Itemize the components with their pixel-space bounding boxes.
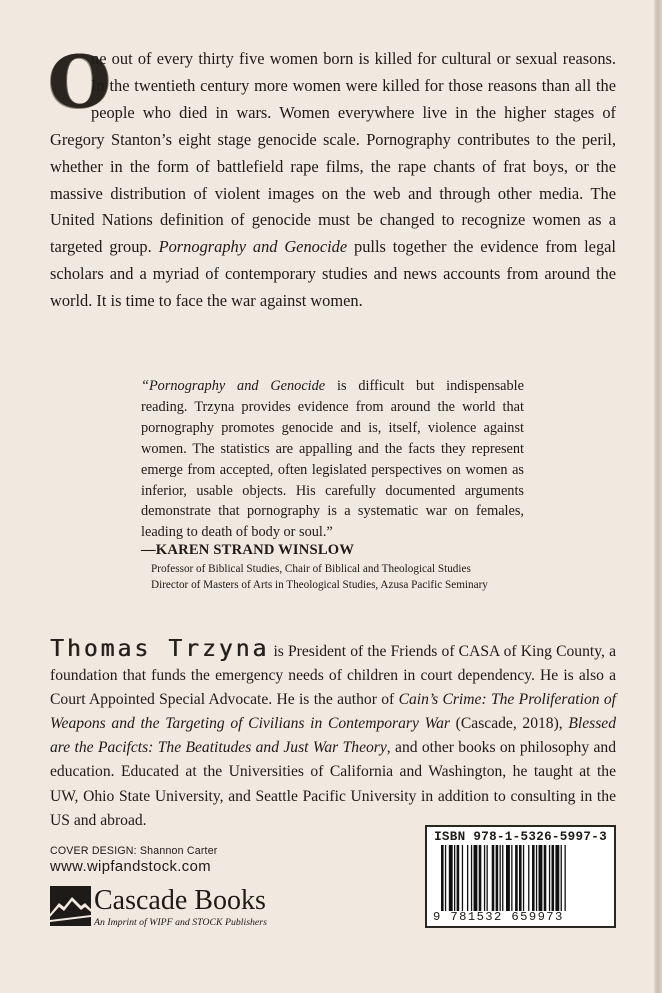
barcode-bar xyxy=(502,845,503,911)
blurb-text-2: pulls together the evidence from legal scholars and a myriad of contemporary studies and news accounts from around the world. It is time to face the war against women. xyxy=(50,237,616,311)
barcode-bar xyxy=(506,845,510,911)
cover-design-credit: COVER DESIGN: Shannon Carter xyxy=(50,845,218,857)
barcode-bar xyxy=(462,845,463,911)
endorser-name: —KAREN STRAND WINSLOW xyxy=(141,542,355,558)
publisher-logo xyxy=(50,884,310,934)
barcode-bar xyxy=(523,845,524,911)
quote-book-title: “Pornography and Genocide xyxy=(141,378,326,394)
barcode-bar xyxy=(445,845,446,911)
blurb-text-1: ne out of every thirty five women born is killed for cultural or sexual reasons. In the twentieth century more women were killed for those reasons than all the people who died in wars. Women everywhere live in the higher stages of Gregory Stanton’s eight stage genocide scale. Pornography contributes to the peril, whether in the form of battlefield rape films, the rape chants of frat boys, or the massive distribution of violent images on the web and through other media. The United Nations definition of genocide must be changed to recognize women as a targeted group. xyxy=(50,49,616,257)
barcode-bar xyxy=(457,845,460,911)
barcode-bar xyxy=(565,845,566,911)
barcode-bar xyxy=(474,845,478,911)
barcode-bar xyxy=(549,845,550,911)
barcode-bar xyxy=(515,845,518,911)
drop-cap: O xyxy=(48,39,111,124)
barcode-bar xyxy=(519,845,522,911)
bio-book-2: Blessed are the Pacifcts: The Beatitudes and Just War Theory xyxy=(50,715,616,757)
quote-text: is difficult but indispensable reading. Trzyna provides evidence from around the world that pornography promotes genocide and is, itself, violence against women. The statistics are appalling and the facts they represent emerge from accepted, often legislated perspectives on women as inferior, usable objects. His carefully documented arguments demonstrate that pornography is a systematic war on females, leading to death of body or soul.” xyxy=(141,378,524,541)
barcode-bar xyxy=(555,845,559,911)
barcode-digits: 9 781532 659973 xyxy=(433,910,564,924)
barcode-bar xyxy=(532,845,535,911)
bio-text-2: (Cascade, 2018), xyxy=(450,715,569,733)
description-blurb xyxy=(48,39,616,315)
barcode-bar xyxy=(449,845,453,911)
bio-book-1: Cain’s Crime: The Proliferation of Weapons and the Targeting of Civilians in Contemporary War xyxy=(50,691,616,733)
barcode-bar xyxy=(479,845,482,911)
barcode-bar xyxy=(487,845,488,911)
barcode-bar xyxy=(552,845,555,911)
publisher-name: Cascade Books xyxy=(94,885,266,916)
barcode-bar xyxy=(561,845,562,911)
bio-text-1: is President of the Friends of CASA of King County, a foundation that funds the emergency needs of children in court dependency. He is also a Court Appointed Special Advocate. He is the author of xyxy=(50,643,616,709)
endorser-title-2: Director of Masters of Arts in Theological Studies, Azusa Pacific Seminary xyxy=(151,579,488,591)
mountain-icon xyxy=(50,886,91,926)
barcode-bar xyxy=(536,845,537,911)
barcode-bar xyxy=(467,845,468,911)
spine-edge xyxy=(654,0,662,993)
barcode-bar xyxy=(511,845,512,911)
barcode-bar xyxy=(471,845,472,911)
author-bio xyxy=(50,637,616,833)
barcode-bar xyxy=(528,845,529,911)
publisher-website: www.wipfandstock.com xyxy=(50,859,211,875)
endorser-title-1: Professor of Biblical Studies, Chair of Biblical and Theological Studies xyxy=(151,563,471,575)
barcode-bar xyxy=(441,845,444,911)
isbn-label: ISBN 978-1-5326-5997-3 xyxy=(434,830,607,844)
barcode-bars xyxy=(441,845,603,911)
barcode-bar xyxy=(492,845,495,911)
barcode-bar xyxy=(454,845,455,911)
barcode-bar xyxy=(539,845,543,911)
barcode-bar xyxy=(484,845,485,911)
bio-text-3: , and other books on philosophy and education. Educated at the Universities of California and Washington, he taught at the UW, Ohio State University, and Seattle Pacific University in addition to consulting in the US and abroad. xyxy=(50,739,616,829)
barcode-bar xyxy=(544,845,547,911)
endorsement-quote xyxy=(141,376,524,543)
blurb-book-title: Pornography and Genocide xyxy=(158,237,348,257)
barcode-bar xyxy=(500,845,501,911)
publisher-tagline: An Imprint of WIPF and STOCK Publishers xyxy=(94,917,267,928)
isbn-barcode xyxy=(425,825,616,928)
author-name: Thomas Trzyna xyxy=(50,636,270,662)
barcode-bar xyxy=(496,845,499,911)
